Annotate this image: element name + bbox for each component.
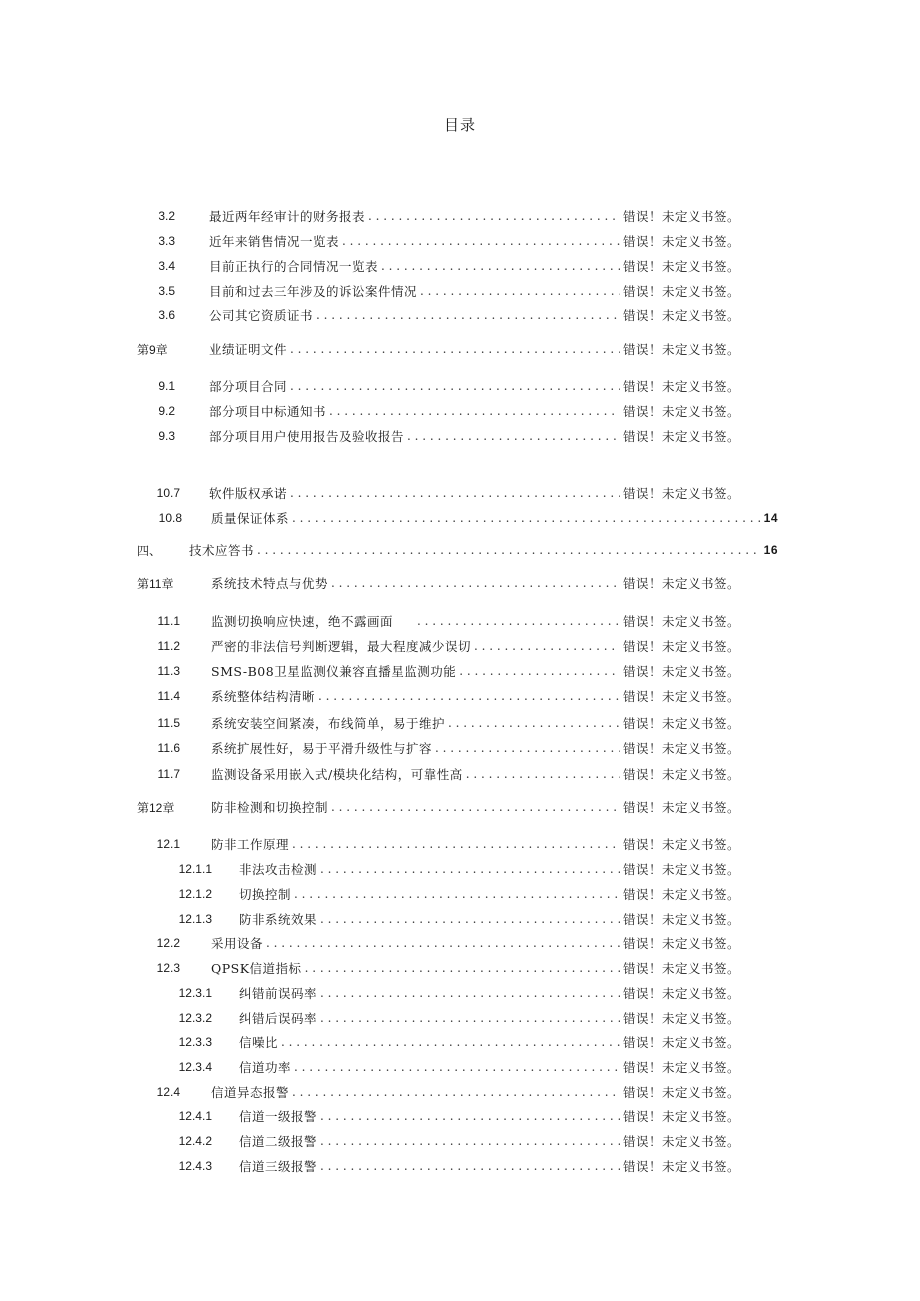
toc-leader [266,936,620,950]
toc-page: 错误！未定义书签。 [622,1134,740,1149]
toc-leader [407,429,620,443]
toc-number: 3.2 [158,209,175,223]
toc-number: 12.1 [156,837,180,851]
toc-entry-chapter-11[interactable] [137,573,740,593]
toc-leader [294,887,620,901]
toc-page: 错误！未定义书签。 [622,664,740,679]
toc-entry-11-6[interactable] [150,738,740,758]
toc-page: 错误！未定义书签。 [622,576,740,591]
toc-leader [320,1134,620,1148]
toc-entry-3-3[interactable] [150,231,740,251]
toc-leader [381,259,620,273]
toc-page: 错误！未定义书签。 [622,936,740,951]
toc-leader [331,576,620,590]
toc-leader [368,209,620,223]
toc-text: 信道功率 [239,1060,292,1075]
toc-leader [474,639,620,653]
toc-entry-11-1[interactable] [150,611,740,631]
toc-text: 质量保证体系 [211,511,290,526]
toc-leader [459,664,620,678]
toc-text: 部分项目中标通知书 [209,404,327,419]
toc-text: 系统扩展性好，易于平滑升级性与扩容 [211,741,433,756]
toc-number: 第9章 [137,342,168,357]
toc-number: 12.1.2 [178,887,212,901]
toc-entry-3-2[interactable] [150,206,740,226]
toc-page: 错误！未定义书签。 [622,486,740,501]
toc-page: 错误！未定义书签。 [622,1159,740,1174]
toc-page: 错误！未定义书签。 [622,639,740,654]
toc-text: 信道三级报警 [239,1159,318,1174]
toc-number: 11.2 [157,639,180,653]
toc-leader [320,1159,620,1173]
toc-text: 防非检测和切换控制 [211,800,329,815]
toc-text: 部分项目用户使用报告及验收报告 [209,429,405,444]
toc-text: 系统安装空间紧凑，布线简单，易于维护 [211,716,446,731]
toc-number: 3.4 [158,259,175,273]
toc-leader [420,284,620,298]
toc-page: 错误！未定义书签。 [622,429,740,444]
toc-entry-12-3-1[interactable] [150,983,740,1003]
toc-page: 错误！未定义书签。 [622,741,740,756]
toc-number: 12.3.1 [178,986,212,1000]
toc-leader [320,1109,620,1123]
toc-page: 错误！未定义书签。 [622,308,740,323]
toc-page: 错误！未定义书签。 [622,1060,740,1075]
toc-text: 系统技术特点与优势 [211,576,329,591]
toc-entry-12-1[interactable] [150,834,740,854]
toc-number: 11.6 [157,741,180,755]
toc-leader [329,404,620,418]
toc-entry-11-2[interactable] [150,636,740,656]
toc-entry-12-4-2[interactable] [150,1131,740,1151]
toc-entry-12-3-2[interactable] [150,1008,740,1028]
toc-page: 错误！未定义书签。 [622,1109,740,1124]
toc-leader [281,1035,620,1049]
toc-page: 错误！未定义书签。 [622,1011,740,1026]
toc-text: 最近两年经审计的财务报表 [209,209,366,224]
toc-number: 10.7 [156,486,180,500]
toc-text: 系统整体结构清晰 [211,689,316,704]
toc-text: 监测设备采用嵌入式/模块化结构，可靠性高 [211,767,463,782]
toc-page: 错误！未定义书签。 [622,986,740,1001]
toc-leader [290,486,620,500]
toc-number: 12.3.4 [178,1060,212,1074]
toc-leader [316,308,620,322]
toc-text: 切换控制 [239,887,292,902]
toc-page: 错误！未定义书签。 [622,716,740,731]
toc-entry-12-1-1[interactable] [150,859,740,879]
toc-number: 9.3 [158,429,175,443]
toc-number: 12.4.1 [178,1109,212,1123]
toc-text: 部分项目合同 [209,379,288,394]
toc-text: 软件版权承诺 [209,486,288,501]
toc-number: 12.4.3 [178,1159,212,1173]
toc-number: 12.3 [156,961,180,975]
toc-page: 错误！未定义书签。 [622,689,740,704]
toc-text: 目前和过去三年涉及的诉讼案件情况 [209,284,418,299]
toc-entry-9-3[interactable] [150,426,740,446]
toc-number: 第12章 [137,800,175,815]
toc-number: 12.4 [156,1085,180,1099]
toc-text: 信道异态报警 [211,1085,290,1100]
toc-text: 采用设备 [211,936,264,951]
toc-leader [318,689,620,703]
toc-text: 业绩证明文件 [209,342,288,357]
toc-page: 错误！未定义书签。 [622,837,740,852]
toc-page: 错误！未定义书签。 [622,342,740,357]
toc-number: 11.7 [157,767,180,781]
toc-page: 错误！未定义书签。 [622,767,740,782]
toc-number: 12.3.2 [178,1011,212,1025]
toc-leader [292,837,620,851]
toc-leader [305,961,620,975]
toc-number: 3.5 [158,284,175,298]
toc-page: 错误！未定义书签。 [622,961,740,976]
toc-number: 12.3.3 [178,1035,212,1049]
toc-page: 错误！未定义书签。 [622,887,740,902]
toc-leader [342,234,620,248]
toc-number: 9.2 [158,404,175,418]
toc-page: 错误！未定义书签。 [622,379,740,394]
toc-text: 技术应答书 [189,543,255,558]
toc-entry-11-5[interactable] [150,713,740,733]
toc-entry-12-3-3[interactable] [150,1032,740,1052]
toc-entry-3-4[interactable] [150,256,740,276]
toc-number: 12.2 [156,936,180,950]
toc-text: 非法攻击检测 [239,862,318,877]
toc-text: 防非系统效果 [239,912,318,927]
toc-text: 纠错前误码率 [239,986,318,1001]
toc-number: 11.1 [157,614,180,628]
toc-leader [292,511,761,525]
toc-text: 信道二级报警 [239,1134,318,1149]
toc-leader [257,543,761,557]
toc-page: 错误！未定义书签。 [622,234,740,249]
toc-page: 14 [763,511,778,525]
toc-leader [448,716,620,730]
toc-number: 第11章 [137,576,174,591]
toc-entry-11-7[interactable] [150,764,740,784]
toc-entry-3-5[interactable] [150,281,740,301]
toc-entry-9-2[interactable] [150,401,740,421]
toc-text: 监测切换响应快速，绝不露画面 [211,614,394,629]
toc-page: 错误！未定义书签。 [622,1085,740,1100]
toc-leader [417,614,620,628]
toc-page: 错误！未定义书签。 [622,1035,740,1050]
toc-text: QPSK信道指标 [211,961,302,976]
toc-entry-12-4-3[interactable] [150,1156,740,1176]
toc-number: 12.1.1 [178,862,212,876]
toc-entry-11-3[interactable] [150,661,740,681]
toc-entry-10-8[interactable] [150,508,778,528]
toc-entry-12-3-4[interactable] [150,1057,740,1077]
toc-number: 3.3 [158,234,175,248]
toc-number: 12.4.2 [178,1134,212,1148]
toc-leader [320,912,620,926]
toc-leader [320,1011,620,1025]
toc-text: 目前正执行的合同情况一览表 [209,259,379,274]
toc-entry-12-3[interactable] [150,958,740,978]
toc-page: 错误！未定义书签。 [622,800,740,815]
toc-leader [320,986,620,1000]
toc-entry-12-4[interactable] [150,1082,740,1102]
toc-text: 信道一级报警 [239,1109,318,1124]
toc-entry-part-4[interactable] [137,540,778,560]
toc-entry-12-2[interactable] [150,933,740,953]
toc-entry-chapter-9[interactable] [137,339,740,359]
toc-number: 11.5 [157,716,180,730]
toc-text: SMS-B08卫星监测仪兼容直播星监测功能 [211,664,457,679]
toc-page: 错误！未定义书签。 [622,259,740,274]
toc-number: 9.1 [158,379,175,393]
toc-entry-12-1-2[interactable] [150,884,740,904]
toc-page: 错误！未定义书签。 [622,284,740,299]
toc-number: 四、 [137,543,162,558]
toc-leader [290,379,620,393]
toc-leader [294,1060,620,1074]
toc-entry-9-1[interactable] [150,376,740,396]
toc-number: 12.1.3 [178,912,212,926]
toc-entry-12-1-3[interactable] [150,909,740,929]
toc-page: 16 [763,543,778,557]
toc-entry-3-6[interactable] [150,305,740,325]
toc-text: 纠错后误码率 [239,1011,318,1026]
toc-text: 防非工作原理 [211,837,290,852]
toc-page: 错误！未定义书签。 [622,404,740,419]
toc-text: 信噪比 [239,1035,279,1050]
toc-leader [331,800,620,814]
toc-number: 10.8 [158,511,182,525]
toc-page: 错误！未定义书签。 [622,614,740,629]
toc-title: 目录 [443,116,476,134]
toc-page: 错误！未定义书签。 [622,209,740,224]
toc-leader [466,767,620,781]
toc-leader [290,342,620,356]
toc-number: 11.3 [157,664,180,678]
toc-number: 11.4 [157,689,180,703]
toc-leader [435,741,620,755]
toc-number: 3.6 [158,308,175,322]
toc-entry-11-4[interactable] [150,686,740,706]
toc-page: 错误！未定义书签。 [622,912,740,927]
toc-text: 近年来销售情况一览表 [209,234,340,249]
toc-text: 严密的非法信号判断逻辑，最大程度减少误切 [211,639,472,654]
toc-leader [320,862,620,876]
toc-text: 公司其它资质证书 [209,308,314,323]
toc-entry-chapter-12[interactable] [137,797,740,817]
toc-entry-12-4-1[interactable] [150,1106,740,1126]
toc-leader [292,1085,620,1099]
toc-page: 错误！未定义书签。 [622,862,740,877]
toc-entry-10-7[interactable] [150,483,740,503]
